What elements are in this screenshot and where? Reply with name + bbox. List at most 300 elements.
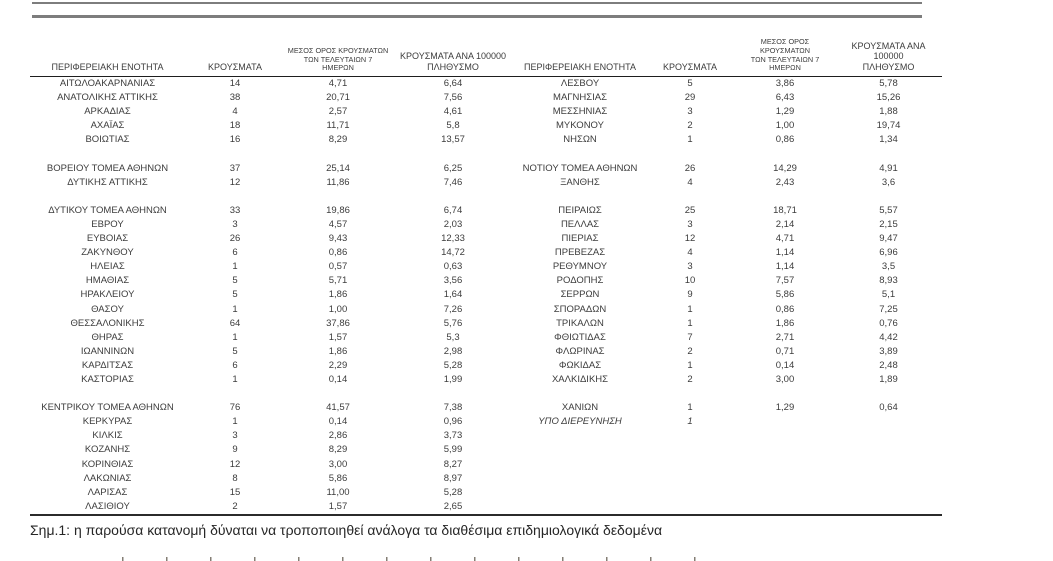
right-region-cell: ΝΗΣΩΝ [563,134,597,146]
right-cases-cell [645,190,735,204]
left-cases-cell: 15 [229,486,241,498]
right-region-cell: ΝΟΤΙΟΥ ΤΟΜΕΑ ΑΘΗΝΩΝ [522,162,638,174]
table-header-row [30,38,942,77]
right-cases-cell: 7 [687,331,693,343]
right-avg7-cell: 3,00 [775,373,795,385]
right-per100k-cell [835,387,942,401]
table-spacer-row [30,190,942,204]
right-per100k-cell: 5,57 [879,204,898,216]
right-per100k-cell: 1,34 [879,134,898,146]
left-region-cell: ΔΥΤΙΚΗΣ ΑΤΤΙΚΗΣ [67,176,148,188]
table-row [30,232,942,246]
right-avg7-cell: 1,86 [775,317,795,329]
left-region-cell: ΚΑΡΔΙΤΣΑΣ [81,359,134,371]
right-region-cell: ΣΕΡΡΩΝ [560,289,600,301]
header-region-left: ΠΕΡΙΦΕΡΕΙΑΚΗ ΕΝΟΤΗΤΑ [30,38,185,77]
left-per100k-cell: 4,61 [443,106,463,118]
right-cases-cell: 1 [687,402,693,414]
right-region-cell [515,443,645,457]
right-per100k-cell: 19,74 [876,120,901,132]
right-per100k-cell: 0,64 [879,402,898,414]
right-cases-cell: 2 [687,120,693,132]
right-per100k-cell: 7,25 [879,303,898,315]
left-per100k-cell: 2,98 [443,345,463,357]
left-cases-cell: 5 [232,289,238,301]
left-region-cell: ΛΑΚΩΝΙΑΣ [83,472,132,484]
left-avg7-cell: 1,57 [328,331,348,343]
header-cases-right: ΚΡΟΥΣΜΑΤΑ [645,38,735,77]
left-avg7-cell: 0,14 [328,416,348,428]
header-per100k-left [391,38,515,77]
left-cases-cell: 3 [232,218,238,230]
right-avg7-cell [735,190,835,204]
left-region-cell: ΚΙΛΚΙΣ [92,430,123,442]
right-avg7-cell: 2,43 [775,176,795,188]
truncated-footnote-2 [122,557,737,561]
table-row [30,429,942,443]
left-per100k-cell: 2,65 [391,500,515,515]
left-cases-cell: 8 [232,472,238,484]
left-region-cell: ΑΝΑΤΟΛΙΚΗΣ ΑΤΤΙΚΗΣ [57,92,158,104]
right-per100k-cell: 5,1 [881,289,896,301]
right-cases-cell: 3 [687,106,693,118]
left-avg7-cell: 0,14 [328,373,348,385]
table-spacer-row [30,387,942,401]
left-avg7-cell: 11,86 [326,176,350,188]
right-region-cell [515,500,645,515]
left-avg7-cell: 1,57 [285,500,391,515]
right-per100k-cell: 2,48 [879,359,898,371]
right-region-cell: ΦΛΩΡΙΝΑΣ [555,345,605,357]
right-per100k-cell: 9,47 [879,233,898,245]
table-row [30,274,942,288]
left-per100k-cell: 1,99 [443,373,463,385]
right-per100k-cell: 2,15 [879,218,898,230]
table-row [30,260,942,274]
left-per100k-cell: 7,26 [443,303,463,315]
left-avg7-cell: 20,71 [326,92,350,104]
left-region-cell: ΗΜΑΘΙΑΣ [85,275,130,287]
left-region-cell: ΚΕΡΚΥΡΑΣ [82,416,133,428]
right-per100k-cell: 15,26 [876,92,901,104]
right-per100k-cell [835,443,942,457]
table-row [30,77,942,92]
left-avg7-cell: 0,57 [328,261,348,273]
right-per100k-cell: 1,89 [879,373,898,385]
right-avg7-cell [735,500,835,515]
right-avg7-cell: 2,14 [775,218,795,230]
table-row [30,288,942,302]
left-per100k-cell: 5,99 [443,444,463,456]
left-avg7-cell [285,147,391,161]
left-region-cell: ΖΑΚΥΝΘΟΥ [81,247,134,259]
right-cases-cell: 9 [687,289,693,301]
right-per100k-cell: 8,93 [879,275,898,287]
header-avg7-right-line1: ΜΕΣΟΣ ΟΡΟΣ ΚΡΟΥΣΜΑΤΩΝ [759,37,810,55]
left-cases-cell: 9 [232,444,238,456]
right-cases-cell [645,500,735,515]
right-cases-cell [645,443,735,457]
table-row [30,458,942,472]
right-cases-cell: 3 [687,218,693,230]
table-row [30,303,942,317]
table-row [30,373,942,387]
table-row [30,415,942,429]
table-row [30,500,942,515]
left-region-cell: ΘΕΣΣΑΛΟΝΙΚΗΣ [70,317,145,329]
right-cases-cell: 26 [684,162,696,174]
right-region-cell [515,387,645,401]
table-row [30,443,942,457]
left-cases-cell: 16 [229,134,241,146]
left-region-cell: ΒΟΡΕΙΟΥ ΤΟΜΕΑ ΑΘΗΝΩΝ [46,162,169,174]
left-region-cell: ΗΛΕΙΑΣ [90,261,125,273]
right-per100k-cell [835,147,942,161]
left-cases-cell: 76 [229,402,241,414]
left-avg7-cell: 8,29 [328,134,348,146]
right-per100k-cell [835,458,942,472]
left-region-cell: ΚΟΖΑΝΗΣ [84,444,131,456]
left-per100k-cell: 3,73 [443,430,463,442]
left-avg7-cell: 3,00 [328,458,348,470]
left-avg7-cell: 37,86 [326,317,350,329]
left-avg7-cell: 4,57 [328,218,348,230]
left-region-cell: ΗΡΑΚΛΕΙΟΥ [80,289,135,301]
left-cases-cell [185,147,285,161]
right-avg7-cell [735,387,835,401]
left-avg7-cell: 19,86 [326,204,350,216]
left-region-cell: ΑΧΑΪΑΣ [90,120,125,132]
right-region-cell [515,458,645,472]
header-per100k-right-line2: ΠΛΗΘΥΣΜΟ [862,62,915,73]
right-avg7-cell: 1,14 [775,247,795,259]
left-region-cell: ΛΑΣΙΘΙΟΥ [30,500,185,515]
table-row [30,218,942,232]
right-cases-cell [645,472,735,486]
right-avg7-cell: 6,43 [775,92,795,104]
right-avg7-cell: 18,71 [773,204,797,216]
left-per100k-cell: 8,27 [443,458,463,470]
left-per100k-cell: 5,8 [446,120,460,132]
regional-cases-table [30,38,942,516]
left-region-cell: ΛΑΡΙΣΑΣ [87,486,128,498]
right-per100k-cell: 0,76 [879,317,898,329]
right-per100k-cell: 3,6 [881,176,896,188]
left-cases-cell: 12 [229,176,241,188]
table-row [30,401,942,415]
table-row [30,204,942,218]
left-avg7-cell: 1,86 [328,345,348,357]
left-cases-cell: 37 [229,162,241,174]
table-row [30,91,942,105]
left-per100k-cell [391,190,515,204]
left-avg7-cell: 25,14 [326,162,350,174]
header-per100k-left-line1: ΚΡΟΥΣΜΑΤΑ ΑΝΑ 100000 [400,51,506,62]
header-avg7-right-line2: ΤΩΝ ΤΕΛΕΥΤΑΙΩΝ 7 ΗΜΕΡΩΝ [750,54,820,73]
left-avg7-cell: 2,29 [328,359,348,371]
right-per100k-cell: 4,91 [879,162,898,174]
right-cases-cell: 2 [687,373,693,385]
left-cases-cell: 5 [232,345,238,357]
left-per100k-cell [391,387,515,401]
right-cases-cell: 3 [687,261,693,273]
left-cases-cell: 1 [232,416,238,428]
table-row [30,345,942,359]
left-per100k-cell: 5,76 [443,317,463,329]
left-per100k-cell: 13,57 [441,134,465,146]
right-per100k-cell [835,500,942,515]
table-row [30,176,942,190]
right-region-cell: ΜΥΚΟΝΟΥ [556,120,604,132]
left-region-cell [30,147,185,161]
left-region-cell: ΕΥΒΟΙΑΣ [86,233,129,245]
left-region-cell: ΘΑΣΟΥ [91,303,124,315]
right-cases-cell: 1 [687,416,693,428]
left-cases-cell: 1 [232,303,238,315]
left-avg7-cell: 5,86 [328,472,348,484]
left-cases-cell [185,387,285,401]
left-cases-cell: 38 [229,92,241,104]
right-avg7-cell: 1,00 [775,120,795,132]
left-region-cell: ΕΒΡΟΥ [91,218,124,230]
right-cases-cell: 4 [687,176,693,188]
right-region-cell: ΜΑΓΝΗΣΙΑΣ [553,92,607,104]
page-top-rule-2 [32,15,922,18]
header-avg7-left-line1: ΜΕΣΟΣ ΟΡΟΣ ΚΡΟΥΣΜΑΤΩΝ [287,45,389,55]
left-avg7-cell: 8,29 [328,444,348,456]
right-cases-cell [645,486,735,500]
left-region-cell: ΘΗΡΑΣ [91,331,124,343]
right-avg7-cell: 7,57 [775,275,795,287]
left-cases-cell: 12 [229,458,241,470]
left-per100k-cell: 5,3 [446,331,460,343]
left-cases-cell: 2 [185,500,285,515]
right-per100k-cell [835,472,942,486]
right-region-cell: ΜΕΣΣΗΝΙΑΣ [552,106,608,118]
left-avg7-cell: 2,86 [328,430,348,442]
right-per100k-cell: 3,89 [879,345,898,357]
right-region-cell [515,429,645,443]
left-per100k-cell: 0,96 [443,416,463,428]
right-per100k-cell: 4,42 [879,331,898,343]
right-avg7-cell [735,472,835,486]
left-region-cell: ΚΟΡΙΝΘΙΑΣ [81,458,134,470]
header-avg7-left [285,38,391,77]
right-avg7-cell: 1,29 [775,402,795,414]
left-per100k-cell: 0,63 [443,261,463,273]
right-region-cell [515,190,645,204]
left-cases-cell: 3 [232,430,238,442]
left-region-cell: ΑΡΚΑΔΙΑΣ [84,106,131,118]
right-cases-cell: 12 [684,233,696,245]
right-region-cell: ΦΘΙΩΤΙΔΑΣ [554,331,606,343]
left-avg7-cell: 2,57 [328,106,348,118]
right-cases-cell [645,429,735,443]
left-avg7-cell: 41,57 [326,402,350,414]
right-region-cell: ΠΕΙΡΑΙΩΣ [558,204,602,216]
left-per100k-cell: 6,74 [443,204,463,216]
left-avg7-cell: 11,71 [326,120,350,132]
header-avg7-left-line2: ΤΩΝ ΤΕΛΕΥΤΑΙΩΝ 7 ΗΜΕΡΩΝ [303,54,373,73]
footnote-1: Σημ.1: η παρούσα κατανομή δύναται να τροποποιηθεί ανάλογα τα διαθέσιμα επιδημιολογικά δεδομένα [30,522,663,538]
right-cases-cell [645,387,735,401]
right-region-cell: ΤΡΙΚΑΛΩΝ [556,317,604,329]
left-cases-cell: 1 [232,331,238,343]
right-cases-cell: 10 [684,275,696,287]
table-row [30,331,942,345]
left-per100k-cell: 6,64 [443,78,463,89]
right-region-cell: ΡΟΔΟΠΗΣ [556,275,604,287]
left-cases-cell: 6 [232,359,238,371]
left-avg7-cell [285,387,391,401]
right-cases-cell: 25 [684,204,696,216]
left-avg7-cell: 9,43 [328,233,348,245]
left-cases-cell [185,190,285,204]
right-avg7-cell [735,415,835,429]
left-per100k-cell [391,147,515,161]
table-body [30,77,942,515]
left-per100k-cell: 7,46 [443,176,463,188]
table-row [30,119,942,133]
left-cases-cell: 5 [232,275,238,287]
left-region-cell: ΚΑΣΤΟΡΙΑΣ [81,373,134,385]
right-per100k-cell [835,429,942,443]
table-row [30,472,942,486]
left-cases-cell: 18 [229,120,241,132]
left-per100k-cell: 5,28 [443,486,463,498]
right-cases-cell: 2 [687,345,693,357]
right-per100k-cell: 3,5 [881,261,896,273]
left-per100k-cell: 5,28 [443,359,463,371]
right-region-cell [515,486,645,500]
right-cases-cell [645,458,735,472]
left-region-cell [30,190,185,204]
right-avg7-cell [735,486,835,500]
left-per100k-cell: 3,56 [443,275,463,287]
left-avg7-cell: 4,71 [328,78,348,89]
right-region-cell: ΧΑΛΚΙΔΙΚΗΣ [551,373,609,385]
right-region-cell: ΠΕΛΛΑΣ [560,218,600,230]
right-avg7-cell [735,147,835,161]
right-avg7-cell: 1,29 [775,106,795,118]
left-region-cell: ΙΩΑΝΝΙΝΩΝ [80,345,135,357]
right-per100k-cell: 6,96 [879,247,898,259]
left-avg7-cell: 11,00 [326,486,350,498]
right-cases-cell: 1 [687,303,693,315]
right-cases-cell: 29 [684,92,696,104]
header-cases-left: ΚΡΟΥΣΜΑΤΑ [185,38,285,77]
right-avg7-cell: 4,71 [775,233,795,245]
right-avg7-cell: 3,86 [775,78,795,89]
table-spacer-row [30,147,942,161]
right-region-cell: ΠΡΕΒΕΖΑΣ [554,247,606,259]
right-region-cell: ΦΩΚΙΔΑΣ [558,359,602,371]
right-avg7-cell: 0,14 [775,359,795,371]
right-region-cell: ΥΠΟ ΔΙΕΡΕΥΝΗΣΗ [538,416,622,428]
left-region-cell [30,387,185,401]
table-row [30,486,942,500]
right-region-cell [515,472,645,486]
right-cases-cell: 1 [687,134,693,146]
right-avg7-cell: 14,29 [773,162,797,174]
right-per100k-cell: 1,88 [879,106,898,118]
left-region-cell: ΔΥΤΙΚΟΥ ΤΟΜΕΑ ΑΘΗΝΩΝ [48,204,167,216]
left-region-cell: ΑΙΤΩΛΟΑΚΑΡΝΑΝΙΑΣ [59,78,156,89]
right-avg7-cell [735,458,835,472]
left-per100k-cell: 1,64 [443,289,463,301]
left-per100k-cell: 6,25 [443,162,463,174]
header-per100k-right-line1: ΚΡΟΥΣΜΑΤΑ ΑΝΑ 100000 [851,40,926,62]
table-row [30,246,942,260]
left-region-cell: ΚΕΝΤΡΙΚΟΥ ΤΟΜΕΑ ΑΘΗΝΩΝ [41,402,174,414]
right-per100k-cell [835,415,942,429]
table-row [30,359,942,373]
left-per100k-cell: 7,56 [443,92,463,104]
header-avg7-right [735,38,835,77]
header-region-right: ΠΕΡΙΦΕΡΕΙΑΚΗ ΕΝΟΤΗΤΑ [515,38,645,77]
left-cases-cell: 4 [232,106,238,118]
right-region-cell: ΡΕΘΥΜΝΟΥ [552,261,608,273]
left-per100k-cell: 2,03 [443,218,463,230]
left-cases-cell: 33 [229,204,241,216]
left-cases-cell: 14 [229,78,241,89]
header-per100k-left-line2: ΠΛΗΘΥΣΜΟ [427,62,479,73]
left-per100k-cell: 7,38 [443,402,463,414]
left-avg7-cell [285,190,391,204]
left-cases-cell: 64 [229,317,241,329]
left-avg7-cell: 5,71 [328,275,348,287]
right-avg7-cell [735,429,835,443]
left-cases-cell: 1 [232,261,238,273]
left-cases-cell: 1 [232,373,238,385]
left-per100k-cell: 8,97 [443,472,463,484]
right-cases-cell [645,147,735,161]
right-cases-cell: 1 [687,359,693,371]
left-per100k-cell: 14,72 [441,247,465,259]
table-row [30,162,942,176]
right-avg7-cell: 0,86 [775,134,795,146]
right-per100k-cell [835,486,942,500]
right-region-cell: ΧΑΝΙΩΝ [561,402,599,414]
right-cases-cell: 1 [687,317,693,329]
right-per100k-cell: 5,78 [879,78,898,89]
right-avg7-cell: 1,14 [775,261,795,273]
table-row [30,133,942,147]
header-per100k-right [835,38,942,77]
right-cases-cell: 4 [687,247,693,259]
left-cases-cell: 26 [229,233,241,245]
left-avg7-cell: 1,86 [328,289,348,301]
right-avg7-cell: 0,86 [775,303,795,315]
right-region-cell [515,147,645,161]
left-avg7-cell: 0,86 [328,247,348,259]
right-avg7-cell: 5,86 [775,289,795,301]
right-region-cell: ΛΕΣΒΟΥ [560,78,600,89]
table-row [30,317,942,331]
left-avg7-cell: 1,00 [328,303,348,315]
right-avg7-cell [735,443,835,457]
right-per100k-cell [835,190,942,204]
right-region-cell: ΞΑΝΘΗΣ [560,176,600,188]
left-cases-cell: 6 [232,247,238,259]
right-cases-cell: 5 [687,78,693,89]
right-avg7-cell: 2,71 [775,331,795,343]
right-region-cell: ΠΙΕΡΙΑΣ [561,233,599,245]
left-region-cell: ΒΟΙΩΤΙΑΣ [85,134,130,146]
page-top-rule-1 [32,2,922,4]
left-per100k-cell: 12,33 [441,233,465,245]
right-region-cell: ΣΠΟΡΑΔΩΝ [553,303,607,315]
